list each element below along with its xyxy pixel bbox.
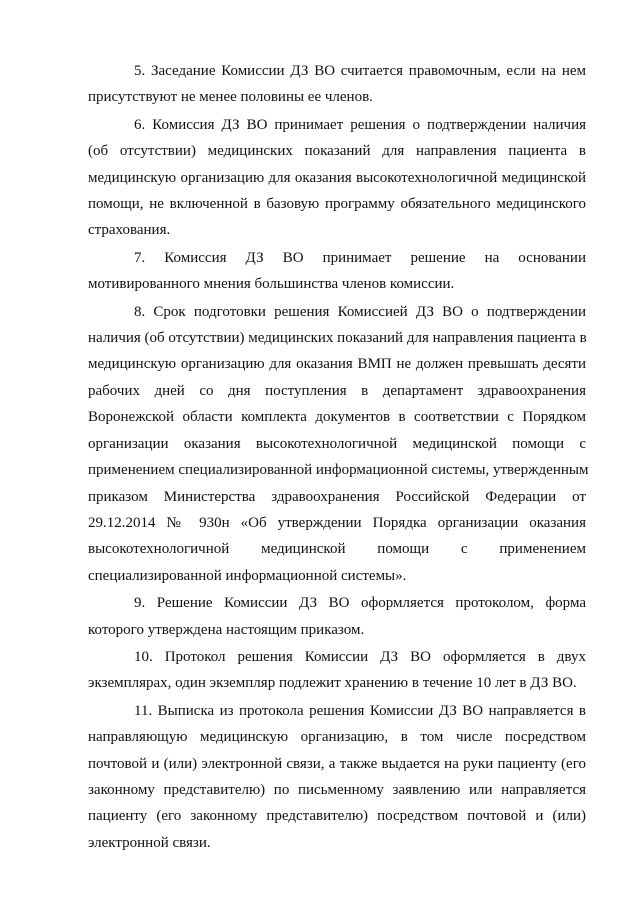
text-line: специализированной информационной системы».: [88, 567, 407, 584]
text-line: (об отсутствии) медицинских показаний для направления пациента в: [88, 143, 586, 160]
text-line: наличия (об отсутствии) медицинских показаний для направления пациента в: [88, 330, 587, 347]
text-line: электронной связи.: [88, 834, 211, 851]
paragraph-9: [88, 590, 586, 643]
text-line: рабочих дней со дня поступления в департамент здравоохранения: [88, 382, 586, 399]
text-line: мотивированного мнения большинства членов комиссии.: [88, 276, 455, 293]
text-line: которого утверждена настоящим приказом.: [88, 621, 365, 638]
text-line: помощи, не включенной в базовую программу обязательного медицинского: [88, 196, 586, 213]
text-line: приказом Министерства здравоохранения Российской Федерации от: [88, 488, 586, 505]
text-line: 6. Комиссия ДЗ ВО принимает решения о подтверждении наличия: [134, 116, 586, 133]
text-line: 11. Выписка из протокола решения Комиссии ДЗ ВО направляется в: [134, 702, 586, 719]
text-line: Воронежской области комплекта документов в соответствии с Порядком: [88, 409, 586, 426]
text-line: медицинскую организацию для оказания высокотехнологичной медицинской: [88, 169, 586, 186]
text-line: применением специализированной информационной системы, утвержденным: [88, 462, 589, 479]
text-line: 8. Срок подготовки решения Комиссией ДЗ ВО о подтверждении: [134, 303, 586, 320]
document-page: [88, 58, 589, 857]
paragraph-7: [88, 245, 586, 298]
paragraph-6: [88, 112, 586, 244]
paragraph-8: [88, 299, 589, 589]
text-line: 29.12.2014 № 930н «Об утверждении Порядка организации оказания: [88, 514, 586, 531]
text-line: пациенту (его законному представителю) посредством почтовой и (или): [88, 808, 586, 825]
text-line: 9. Решение Комиссии ДЗ ВО оформляется протоколом, форма: [134, 595, 586, 612]
paragraph-5: [88, 58, 586, 111]
text-line: экземплярах, один экземпляр подлежит хранению в течение 10 лет в ДЗ ВО.: [88, 675, 577, 692]
text-line: организации оказания высокотехнологичной медицинской помощи с: [88, 435, 586, 452]
paragraph-11: [88, 698, 586, 856]
text-line: страхования.: [88, 222, 171, 239]
text-line: 7. Комиссия ДЗ ВО принимает решение на основании: [134, 249, 586, 266]
text-line: 5. Заседание Комиссии ДЗ ВО считается правомочным, если на нем: [134, 63, 586, 79]
paragraph-10: [88, 644, 586, 697]
text-line: почтовой и (или) электронной связи, а также выдается на руки пациенту (его: [88, 755, 586, 772]
text-line: законному представителю) по письменному заявлению или направляется: [88, 781, 586, 798]
text-line: присутствуют не менее половины ее членов.: [88, 89, 373, 106]
text-line: 10. Протокол решения Комиссии ДЗ ВО оформляется в двух: [134, 648, 586, 665]
text-line: направляющую медицинскую организацию, в том числе посредством: [88, 729, 586, 746]
text-line: медицинскую организацию для оказания ВМП не должен превышать десяти: [88, 356, 586, 373]
text-line: высокотехнологичной медицинской помощи с применением: [88, 541, 586, 558]
